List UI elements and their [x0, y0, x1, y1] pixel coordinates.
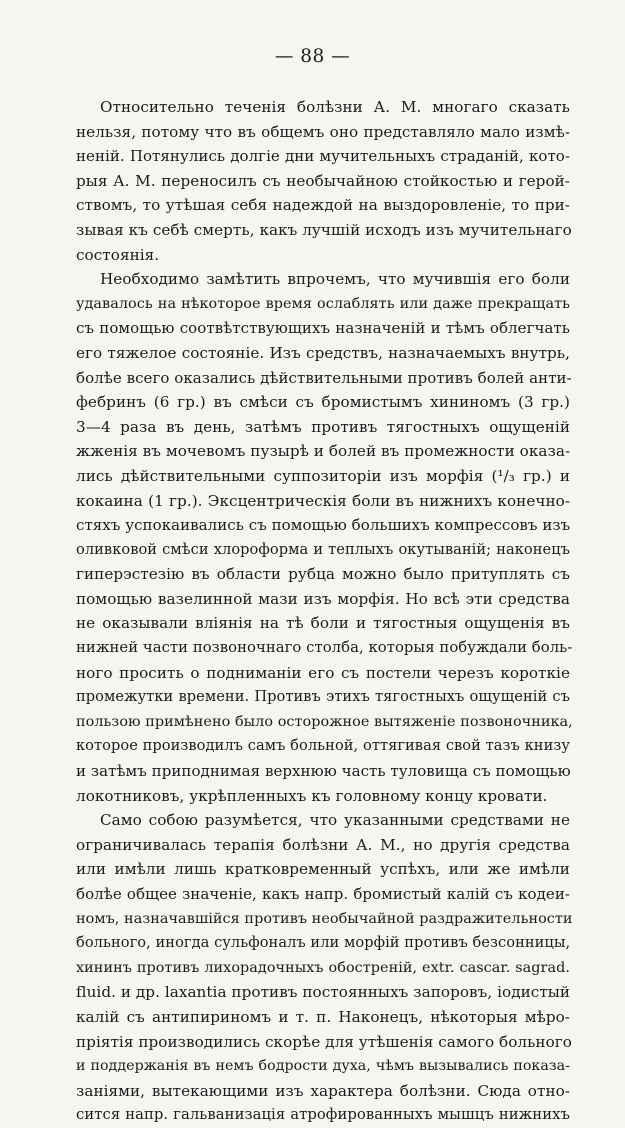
text-line: больного, иногда сульфоналъ или морфій противъ безсонницы,	[76, 934, 571, 952]
text-line: калій съ антипириномъ и т. п. Наконецъ, нѣкоторыя мѣро-	[76, 1007, 570, 1026]
text-line: нельзя, потому что въ общемъ оно представляло мало измѣ-	[76, 122, 570, 141]
text-line: заніями, вытекающими изъ характера болѣзни. Сюда отно-	[76, 1081, 570, 1100]
text-line: ограничивалась терапія болѣзни А. М., но другія средства	[76, 835, 570, 854]
text-line: Само собою разумѣется, что указанными средствами не	[100, 811, 570, 830]
text-line: лись дѣйствительными суппозиторіи изъ морфія (¹/₃ гр.) и	[76, 466, 570, 485]
text-line: пользою примѣнено было осторожное вытяженіе позвоночника,	[76, 713, 573, 730]
text-line: нижней части позвоночнаго столба, которыя побуждали боль-	[76, 639, 573, 657]
text-line: fluid. и др. laxantia противъ постоянныхъ запоровъ, іодистый	[76, 983, 571, 1002]
text-line: которое производилъ самъ больной, оттягивая свой тазъ книзу	[76, 737, 570, 755]
text-line: или имѣли лишь кратковременный успѣхъ, или же имѣли	[76, 860, 570, 879]
text-line: номъ, назначавшійся противъ необычайной раздражительности	[76, 910, 573, 927]
text-line: помощью вазелинной мази изъ морфія. Но всѣ эти средства	[76, 589, 570, 608]
text-line: ствомъ, то утѣшая себя надеждой на выздоровленіе, то при-	[76, 196, 570, 215]
text-line: Относительно теченія болѣзни А. М. многаго сказать	[100, 98, 570, 116]
text-line: промежутки времени. Противъ этихъ тягостныхъ ощущеній съ	[76, 688, 570, 706]
text-line: состоянія.	[76, 245, 160, 264]
text-line: пріятія производились скорѣе для утѣшенія самого больного	[76, 1032, 572, 1051]
text-line: зывая къ себѣ смерть, какъ лучшій исходъ изъ мучительнаго	[76, 220, 572, 239]
text-line: 3—4 раза въ день, затѣмъ противъ тягостныхъ ощущеній	[76, 417, 570, 436]
text-line: и поддержанія въ немъ бодрости духа, чѣмъ вызывались показа-	[76, 1058, 570, 1075]
text-line: жженія въ мочевомъ пузырѣ и болей въ промежности оказа-	[76, 442, 571, 461]
text-line: фебринъ (6 гр.) въ смѣси съ бромистымъ хининомъ (3 гр.)	[76, 393, 570, 412]
text-line: оливковой смѣси хлороформа и теплыхъ окутываній; наконецъ	[76, 540, 570, 558]
text-line: хининъ противъ лихорадочныхъ обостреній, extr. cascar. sagrad.	[76, 959, 570, 976]
text-line: локотниковъ, укрѣпленныхъ къ головному концу кровати.	[76, 786, 548, 805]
page-number: — 88 —	[274, 46, 351, 67]
text-line: ного просить о подниманіи его съ постели черезъ короткіе	[76, 663, 570, 682]
body-text	[76, 95, 573, 1128]
text-line: не оказывали вліянія на тѣ боли и тягостныя ощущенія въ	[76, 614, 570, 633]
text-line: кокаина (1 гр.). Эксцентрическія боли въ нижнихъ конечно-	[76, 491, 570, 510]
text-line: рыя А. М. переносилъ съ необычайною стойкостью и герой-	[76, 171, 570, 190]
text-line: сится напр. гальванизація атрофированныхъ мышцъ нижнихъ	[76, 1106, 570, 1124]
text-line: его тяжелое состояніе. Изъ средствъ, назначаемыхъ внутрь,	[76, 343, 570, 362]
text-line: и затѣмъ приподнимая верхнюю часть туловища съ помощью	[76, 762, 571, 781]
text-line: неній. Потянулись долгіе дни мучительныхъ страданій, кото-	[76, 147, 570, 166]
text-line: гиперэстезію въ области рубца можно было притуплять съ	[76, 565, 570, 584]
text-line: стяхъ успокаивались съ помощью большихъ компрессовъ изъ	[76, 516, 571, 535]
text-line: Необходимо замѣтить впрочемъ, что мучившія его боли	[100, 270, 570, 289]
text-line: болѣе всего оказались дѣйствительными противъ болей анти-	[76, 368, 572, 387]
text-line: съ помощью соотвѣтствующихъ назначеній и тѣмъ облегчать	[76, 319, 570, 338]
text-line: болѣе общее значеніе, какъ напр. бромистый калій съ кодеи-	[76, 885, 570, 903]
text-line: удавалось на нѣкоторое время ослаблять или даже прекращать	[76, 295, 570, 312]
